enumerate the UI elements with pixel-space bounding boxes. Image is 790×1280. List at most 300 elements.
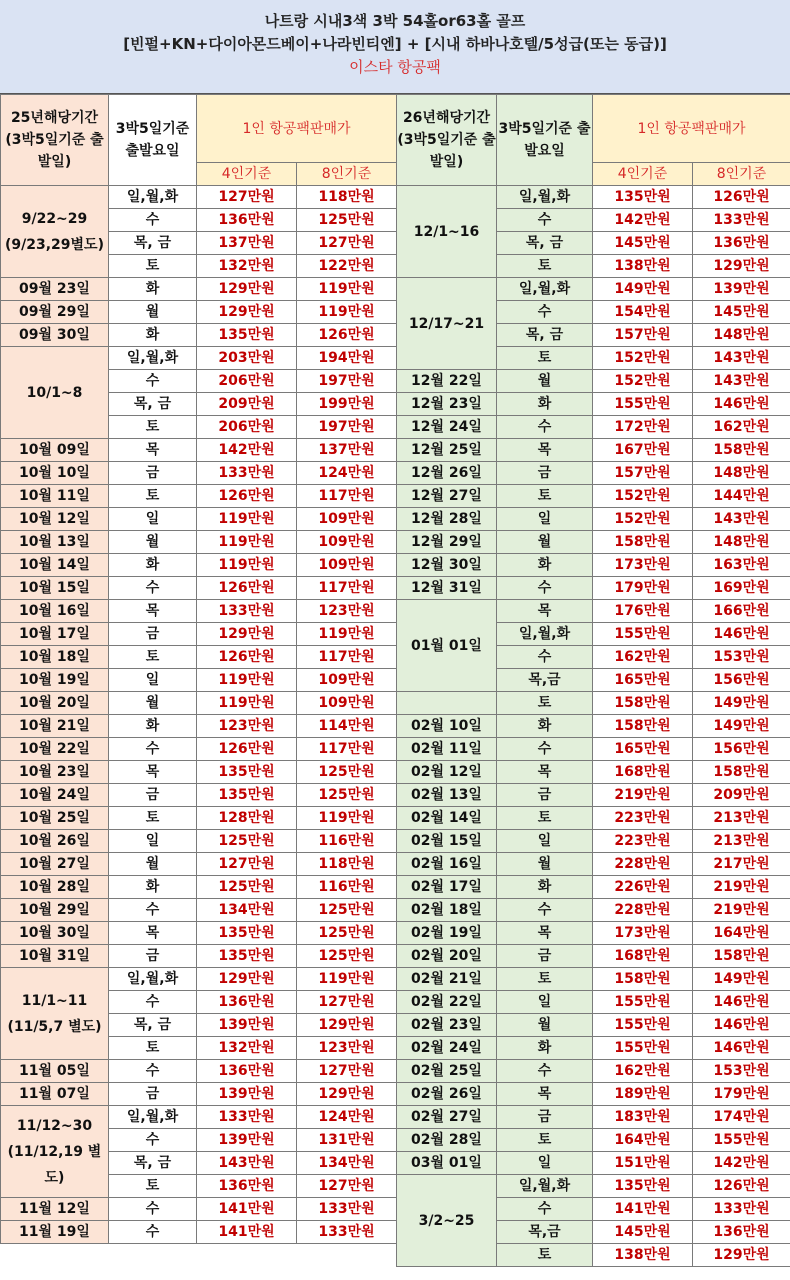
left-day-cell: 목 — [109, 922, 197, 945]
right-day-cell: 월 — [497, 853, 593, 876]
right-price-8-cell: 153만원 — [693, 1060, 790, 1083]
left-price-8-cell: 127만원 — [297, 1060, 397, 1083]
header-left-price: 1인 항공팩판매가 — [197, 95, 397, 163]
left-period-cell: 09월 30일 — [1, 324, 109, 347]
left-day-cell: 목 — [109, 600, 197, 623]
left-period-cell: 09월 23일 — [1, 278, 109, 301]
left-period-cell: 10월 23일 — [1, 761, 109, 784]
table-row — [1, 1060, 790, 1083]
right-price-8-cell: 126만원 — [693, 1175, 790, 1198]
left-price-4-cell: 128만원 — [197, 807, 297, 830]
left-price-4-cell: 136만원 — [197, 1060, 297, 1083]
left-price-8-cell: 117만원 — [297, 738, 397, 761]
left-period-cell: 11월 19일 — [1, 1221, 109, 1244]
right-price-8-cell: 146만원 — [693, 1014, 790, 1037]
right-price-4-cell: 157만원 — [593, 462, 693, 485]
right-period-cell: 12월 22일 — [397, 370, 497, 393]
left-period-cell: 10월 19일 — [1, 669, 109, 692]
table-row — [1, 922, 790, 945]
right-price-8-cell: 136만원 — [693, 232, 790, 255]
left-day-cell: 목, 금 — [109, 232, 197, 255]
table-row — [1, 186, 790, 209]
left-period-cell: 10월 25일 — [1, 807, 109, 830]
right-period-cell: 01월 01일 — [397, 600, 497, 692]
left-day-cell: 토 — [109, 485, 197, 508]
left-period-cell: 11/1~11 (11/5,7 별도) — [1, 968, 109, 1060]
table-row — [1, 324, 790, 347]
right-price-4-cell: 173만원 — [593, 922, 693, 945]
table-row — [1, 830, 790, 853]
left-price-8-cell: 133만원 — [297, 1198, 397, 1221]
left-price-8-cell: 109만원 — [297, 554, 397, 577]
right-day-cell: 토 — [497, 255, 593, 278]
left-day-cell: 일,월,화 — [109, 1106, 197, 1129]
table-row — [1, 669, 790, 692]
header-right-4person: 4인기준 — [593, 163, 693, 186]
table-row — [1, 370, 790, 393]
table-row — [1, 991, 790, 1014]
right-price-4-cell: 165만원 — [593, 669, 693, 692]
right-price-4-cell: 168만원 — [593, 945, 693, 968]
left-price-4-cell: 119만원 — [197, 669, 297, 692]
right-day-cell: 목, 금 — [497, 324, 593, 347]
right-price-8-cell: 155만원 — [693, 1129, 790, 1152]
left-price-4-cell: 133만원 — [197, 462, 297, 485]
right-price-8-cell: 148만원 — [693, 531, 790, 554]
left-period-cell: 11월 07일 — [1, 1083, 109, 1106]
price-table-container — [0, 94, 790, 1267]
table-row — [1, 968, 790, 991]
left-day-cell: 금 — [109, 784, 197, 807]
table-row — [1, 255, 790, 278]
right-price-8-cell: 163만원 — [693, 554, 790, 577]
left-day-cell: 일,월,화 — [109, 186, 197, 209]
right-price-4-cell: 228만원 — [593, 853, 693, 876]
right-price-4-cell: 138만원 — [593, 1244, 693, 1267]
left-price-4-cell: 206만원 — [197, 370, 297, 393]
left-period-cell: 11월 05일 — [1, 1060, 109, 1083]
right-period-cell: 02월 14일 — [397, 807, 497, 830]
left-price-4-cell: 123만원 — [197, 715, 297, 738]
right-price-8-cell: 217만원 — [693, 853, 790, 876]
left-price-4-cell: 135만원 — [197, 784, 297, 807]
right-price-4-cell: 142만원 — [593, 209, 693, 232]
left-price-4-cell: 129만원 — [197, 278, 297, 301]
right-price-8-cell: 158만원 — [693, 439, 790, 462]
right-price-8-cell: 149만원 — [693, 715, 790, 738]
right-day-cell: 일,월,화 — [497, 623, 593, 646]
right-price-4-cell: 145만원 — [593, 1221, 693, 1244]
right-day-cell: 월 — [497, 370, 593, 393]
right-price-4-cell: 154만원 — [593, 301, 693, 324]
left-day-cell: 월 — [109, 692, 197, 715]
right-day-cell: 수 — [497, 577, 593, 600]
right-day-cell: 목 — [497, 1083, 593, 1106]
left-price-8-cell: 109만원 — [297, 508, 397, 531]
right-day-cell: 일,월,화 — [497, 186, 593, 209]
left-day-cell: 수 — [109, 1198, 197, 1221]
right-price-4-cell: 219만원 — [593, 784, 693, 807]
right-price-8-cell: 148만원 — [693, 462, 790, 485]
left-price-4-cell: 137만원 — [197, 232, 297, 255]
left-price-4-cell: 127만원 — [197, 853, 297, 876]
left-price-8-cell: 122만원 — [297, 255, 397, 278]
right-price-4-cell: 164만원 — [593, 1129, 693, 1152]
right-price-4-cell: 223만원 — [593, 807, 693, 830]
right-period-cell: 02월 26일 — [397, 1083, 497, 1106]
right-period-cell: 02월 10일 — [397, 715, 497, 738]
table-row — [1, 715, 790, 738]
right-price-8-cell: 158만원 — [693, 761, 790, 784]
table-row — [1, 462, 790, 485]
right-price-4-cell: 141만원 — [593, 1198, 693, 1221]
left-price-8-cell: 129만원 — [297, 1083, 397, 1106]
left-price-8-cell: 118만원 — [297, 853, 397, 876]
left-price-8-cell: 124만원 — [297, 1106, 397, 1129]
left-day-cell: 일 — [109, 508, 197, 531]
left-period-cell: 10월 09일 — [1, 439, 109, 462]
left-day-cell: 목, 금 — [109, 393, 197, 416]
left-day-cell: 금 — [109, 623, 197, 646]
right-day-cell: 월 — [497, 1014, 593, 1037]
left-price-4-cell: 206만원 — [197, 416, 297, 439]
left-price-8-cell: 131만원 — [297, 1129, 397, 1152]
left-period-cell: 10월 13일 — [1, 531, 109, 554]
left-day-cell: 수 — [109, 577, 197, 600]
left-day-cell: 목, 금 — [109, 1152, 197, 1175]
table-row — [1, 623, 790, 646]
right-period-cell: 12월 26일 — [397, 462, 497, 485]
right-period-cell: 02월 28일 — [397, 1129, 497, 1152]
left-price-8-cell: 127만원 — [297, 232, 397, 255]
right-period-cell: 02월 22일 — [397, 991, 497, 1014]
right-period-cell: 02월 12일 — [397, 761, 497, 784]
left-price-4-cell: 135만원 — [197, 324, 297, 347]
left-day-cell: 일 — [109, 830, 197, 853]
left-price-4-cell: 135만원 — [197, 761, 297, 784]
header-left-8person: 8인기준 — [297, 163, 397, 186]
left-price-8-cell: 197만원 — [297, 416, 397, 439]
right-day-cell: 수 — [497, 899, 593, 922]
left-period-cell: 10월 14일 — [1, 554, 109, 577]
left-period-cell: 10/1~8 — [1, 347, 109, 439]
table-row — [1, 209, 790, 232]
right-period-cell: 12월 29일 — [397, 531, 497, 554]
table-row — [1, 1014, 790, 1037]
right-day-cell: 월 — [497, 531, 593, 554]
right-price-4-cell: 155만원 — [593, 991, 693, 1014]
table-row — [1, 945, 790, 968]
right-day-cell: 금 — [497, 945, 593, 968]
table-row — [1, 1083, 790, 1106]
left-price-4-cell: 135만원 — [197, 945, 297, 968]
left-price-8-cell: 123만원 — [297, 1037, 397, 1060]
right-day-cell: 토 — [497, 347, 593, 370]
left-price-8-cell: 124만원 — [297, 462, 397, 485]
right-price-8-cell: 136만원 — [693, 1221, 790, 1244]
left-price-4-cell: 119만원 — [197, 554, 297, 577]
header-right-price: 1인 항공팩판매가 — [593, 95, 790, 163]
table-row — [1, 784, 790, 807]
right-day-cell: 토 — [497, 968, 593, 991]
right-day-cell: 수 — [497, 1060, 593, 1083]
right-price-8-cell: 166만원 — [693, 600, 790, 623]
left-period-cell: 11월 12일 — [1, 1198, 109, 1221]
right-period-cell: 02월 16일 — [397, 853, 497, 876]
left-day-cell: 토 — [109, 1175, 197, 1198]
left-price-4-cell: 133만원 — [197, 600, 297, 623]
table-row — [1, 531, 790, 554]
left-day-cell: 금 — [109, 462, 197, 485]
right-period-cell: 02월 19일 — [397, 922, 497, 945]
left-period-cell: 9/22~29 (9/23,29별도) — [1, 186, 109, 278]
right-price-8-cell: 148만원 — [693, 324, 790, 347]
right-price-4-cell: 151만원 — [593, 1152, 693, 1175]
left-price-4-cell: 132만원 — [197, 1037, 297, 1060]
left-price-4-cell: 127만원 — [197, 186, 297, 209]
right-price-8-cell: 144만원 — [693, 485, 790, 508]
left-price-4-cell: 209만원 — [197, 393, 297, 416]
left-period-cell: 10월 22일 — [1, 738, 109, 761]
left-price-4-cell: 139만원 — [197, 1083, 297, 1106]
left-price-8-cell: 199만원 — [297, 393, 397, 416]
right-day-cell: 화 — [497, 715, 593, 738]
left-price-8-cell: 127만원 — [297, 991, 397, 1014]
left-price-8-cell: 133만원 — [297, 1221, 397, 1244]
left-day-cell: 월 — [109, 531, 197, 554]
right-day-cell: 목 — [497, 439, 593, 462]
left-price-8-cell: 119만원 — [297, 623, 397, 646]
left-day-cell: 금 — [109, 1083, 197, 1106]
right-period-cell: 02월 11일 — [397, 738, 497, 761]
left-price-4-cell: 126만원 — [197, 646, 297, 669]
left-price-4-cell: 125만원 — [197, 830, 297, 853]
left-price-4-cell: 129만원 — [197, 301, 297, 324]
left-day-cell: 토 — [109, 255, 197, 278]
header-left-day: 3박5일기준 출발요일 — [109, 95, 197, 186]
header-left-period: 25년해당기간 (3박5일기준 출발일) — [1, 95, 109, 186]
left-price-8-cell: 117만원 — [297, 577, 397, 600]
left-period-cell: 10월 27일 — [1, 853, 109, 876]
title-line-1: 나트랑 시내3색 3박 54홀or63홀 골프 — [264, 12, 526, 30]
right-price-4-cell: 179만원 — [593, 577, 693, 600]
left-period-cell: 09월 29일 — [1, 301, 109, 324]
right-price-4-cell: 152만원 — [593, 347, 693, 370]
left-price-8-cell: 119만원 — [297, 278, 397, 301]
left-day-cell: 화 — [109, 278, 197, 301]
left-price-4-cell: 125만원 — [197, 876, 297, 899]
right-price-8-cell: 143만원 — [693, 370, 790, 393]
right-day-cell: 수 — [497, 1198, 593, 1221]
right-day-cell: 목 — [497, 922, 593, 945]
table-row — [1, 761, 790, 784]
table-row — [1, 508, 790, 531]
right-period-cell: 12월 24일 — [397, 416, 497, 439]
table-row — [1, 876, 790, 899]
left-price-8-cell: 109만원 — [297, 669, 397, 692]
right-day-cell: 수 — [497, 416, 593, 439]
right-price-8-cell: 209만원 — [693, 784, 790, 807]
right-price-4-cell: 152만원 — [593, 370, 693, 393]
left-price-8-cell: 117만원 — [297, 485, 397, 508]
right-day-cell: 목,금 — [497, 1221, 593, 1244]
left-day-cell: 일,월,화 — [109, 968, 197, 991]
right-price-4-cell: 228만원 — [593, 899, 693, 922]
right-day-cell: 일 — [497, 830, 593, 853]
right-price-8-cell: 126만원 — [693, 186, 790, 209]
left-period-cell: 10월 28일 — [1, 876, 109, 899]
left-period-cell: 11/12~30 (11/12,19 별도) — [1, 1106, 109, 1198]
left-day-cell: 수 — [109, 738, 197, 761]
left-price-8-cell: 125만원 — [297, 945, 397, 968]
right-price-4-cell: 162만원 — [593, 1060, 693, 1083]
right-price-4-cell: 155만원 — [593, 1037, 693, 1060]
right-price-4-cell: 135만원 — [593, 1175, 693, 1198]
left-price-8-cell: 125만원 — [297, 209, 397, 232]
left-period-cell: 10월 10일 — [1, 462, 109, 485]
left-price-8-cell: 118만원 — [297, 186, 397, 209]
table-row — [1, 485, 790, 508]
table-row — [1, 1244, 790, 1267]
right-price-4-cell: 157만원 — [593, 324, 693, 347]
left-price-8-cell: 125만원 — [297, 922, 397, 945]
right-period-cell: 02월 23일 — [397, 1014, 497, 1037]
left-period-cell: 10월 26일 — [1, 830, 109, 853]
table-row — [1, 1106, 790, 1129]
left-price-4-cell: 119만원 — [197, 508, 297, 531]
header-right-day: 3박5일기준 출발요일 — [497, 95, 593, 186]
right-price-4-cell: 189만원 — [593, 1083, 693, 1106]
table-row — [1, 600, 790, 623]
right-price-4-cell: 158만원 — [593, 968, 693, 991]
title-header — [0, 0, 790, 94]
left-price-4-cell: 126만원 — [197, 738, 297, 761]
left-day-cell: 수 — [109, 1221, 197, 1244]
right-price-8-cell: 149만원 — [693, 692, 790, 715]
right-price-8-cell: 158만원 — [693, 945, 790, 968]
right-price-8-cell: 143만원 — [693, 508, 790, 531]
right-period-cell: 12월 25일 — [397, 439, 497, 462]
left-period-cell: 10월 17일 — [1, 623, 109, 646]
right-price-4-cell: 145만원 — [593, 232, 693, 255]
table-row — [1, 738, 790, 761]
left-period-cell: 10월 24일 — [1, 784, 109, 807]
right-day-cell: 화 — [497, 1037, 593, 1060]
right-period-cell: 02월 13일 — [397, 784, 497, 807]
header-right-period: 26년해당기간 (3박5일기준 출발일) — [397, 95, 497, 186]
left-period-cell: 10월 30일 — [1, 922, 109, 945]
left-period-cell: 10월 12일 — [1, 508, 109, 531]
left-price-4-cell: 141만원 — [197, 1198, 297, 1221]
left-day-cell: 수 — [109, 209, 197, 232]
left-price-8-cell: 117만원 — [297, 646, 397, 669]
right-day-cell: 금 — [497, 462, 593, 485]
table-row — [1, 1037, 790, 1060]
left-day-cell: 목 — [109, 439, 197, 462]
right-day-cell: 일 — [497, 991, 593, 1014]
right-period-cell: 03월 01일 — [397, 1152, 497, 1175]
right-price-4-cell: 223만원 — [593, 830, 693, 853]
left-price-4-cell: 119만원 — [197, 692, 297, 715]
right-price-8-cell: 133만원 — [693, 1198, 790, 1221]
right-price-4-cell: 152만원 — [593, 485, 693, 508]
table-row — [1, 554, 790, 577]
right-price-8-cell: 156만원 — [693, 669, 790, 692]
left-price-8-cell: 127만원 — [297, 1175, 397, 1198]
left-day-cell: 수 — [109, 1129, 197, 1152]
right-day-cell: 화 — [497, 554, 593, 577]
left-day-cell: 토 — [109, 646, 197, 669]
left-period-cell: 10월 11일 — [1, 485, 109, 508]
left-day-cell: 토 — [109, 416, 197, 439]
left-price-8-cell: 129만원 — [297, 1014, 397, 1037]
header-left-4person: 4인기준 — [197, 163, 297, 186]
left-price-8-cell: 109만원 — [297, 531, 397, 554]
right-price-4-cell: 138만원 — [593, 255, 693, 278]
title-line-3: 이스타 항공팩 — [349, 58, 441, 76]
left-price-8-cell: 119만원 — [297, 807, 397, 830]
left-price-8-cell: 126만원 — [297, 324, 397, 347]
right-price-8-cell: 219만원 — [693, 899, 790, 922]
right-price-4-cell: 158만원 — [593, 692, 693, 715]
left-day-cell: 수 — [109, 899, 197, 922]
left-day-cell: 월 — [109, 853, 197, 876]
right-price-4-cell: 183만원 — [593, 1106, 693, 1129]
table-row — [1, 577, 790, 600]
left-day-cell: 수 — [109, 991, 197, 1014]
left-price-8-cell: 114만원 — [297, 715, 397, 738]
left-price-4-cell: 135만원 — [197, 922, 297, 945]
right-period-cell — [397, 692, 497, 715]
left-price-8-cell: 119만원 — [297, 301, 397, 324]
blank-cell — [1, 1244, 397, 1267]
right-period-cell: 12/1~16 — [397, 186, 497, 278]
table-row — [1, 853, 790, 876]
left-day-cell: 화 — [109, 554, 197, 577]
table-row — [1, 439, 790, 462]
right-price-8-cell: 213만원 — [693, 830, 790, 853]
left-price-8-cell: 123만원 — [297, 600, 397, 623]
right-price-8-cell: 174만원 — [693, 1106, 790, 1129]
right-day-cell: 수 — [497, 738, 593, 761]
left-day-cell: 수 — [109, 370, 197, 393]
left-day-cell: 일,월,화 — [109, 347, 197, 370]
right-period-cell: 12월 28일 — [397, 508, 497, 531]
right-day-cell: 일,월,화 — [497, 278, 593, 301]
right-price-4-cell: 226만원 — [593, 876, 693, 899]
left-price-8-cell: 194만원 — [297, 347, 397, 370]
right-price-4-cell: 155만원 — [593, 393, 693, 416]
right-price-8-cell: 146만원 — [693, 393, 790, 416]
left-day-cell: 토 — [109, 807, 197, 830]
left-day-cell: 수 — [109, 1060, 197, 1083]
right-day-cell: 목,금 — [497, 669, 593, 692]
table-row — [1, 232, 790, 255]
right-price-8-cell: 146만원 — [693, 991, 790, 1014]
right-price-4-cell: 168만원 — [593, 761, 693, 784]
right-day-cell: 토 — [497, 692, 593, 715]
left-day-cell: 화 — [109, 876, 197, 899]
left-price-8-cell: 197만원 — [297, 370, 397, 393]
left-day-cell: 화 — [109, 715, 197, 738]
right-period-cell: 02월 27일 — [397, 1106, 497, 1129]
left-price-4-cell: 136만원 — [197, 1175, 297, 1198]
left-price-4-cell: 134만원 — [197, 899, 297, 922]
right-price-4-cell: 158만원 — [593, 715, 693, 738]
left-period-cell: 10월 16일 — [1, 600, 109, 623]
right-day-cell: 일 — [497, 508, 593, 531]
right-day-cell: 수 — [497, 209, 593, 232]
